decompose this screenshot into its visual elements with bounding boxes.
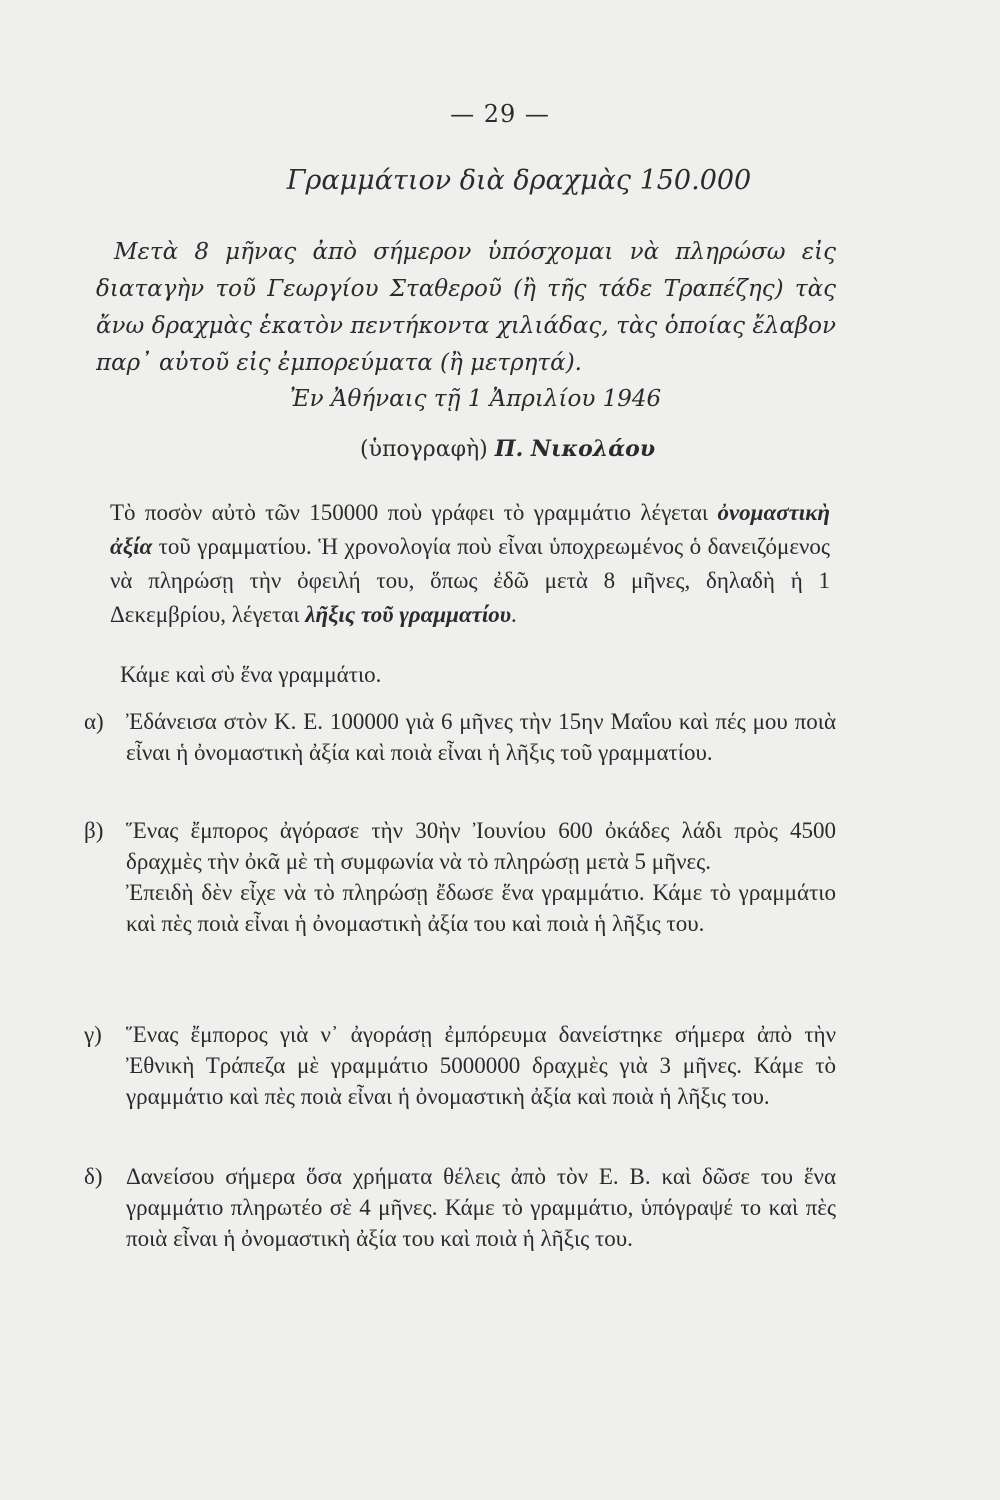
note-place-date: Ἐν Ἀθήναις τῇ 1 Ἀπριλίου 1946	[290, 386, 662, 412]
explanation-paragraph	[110, 496, 830, 632]
exercise-text: Ἕνας ἔμπορος γιὰ ν᾽ ἀγοράσῃ ἐμπόρευμα δανείστηκε σήμερα ἀπὸ τὴν Ἐθνικὴ Τράπεζα μὲ γραμμάτιο 5000000 δραχμὲς γιὰ 3 μῆνες. Κάμε τὸ γραμμάτιο καὶ πὲς ποιὰ εἶναι ἡ ὀνομαστικὴ ἀξία καὶ ποιὰ ἡ λῆξις του.	[126, 1022, 836, 1109]
exercise-b	[84, 815, 836, 939]
exercise-text: Δανείσου σήμερα ὅσα χρήματα θέλεις ἀπὸ τὸν Ε. Β. καὶ δῶσε του ἕνα γραμμάτιο πληρωτέο σὲ 4 μῆνες. Κάμε τὸ γραμμάτιο, ὑπόγραψέ το καὶ πὲς ποιὰ εἶναι ἡ ὀνομαστικὴ ἀξία του καὶ ποιὰ ἡ λῆξις του.	[126, 1164, 836, 1251]
exercise-intro: Κάμε καὶ σὺ ἕνα γραμμάτιο.	[120, 662, 382, 687]
exercise-marker: δ)	[84, 1164, 103, 1189]
explanation-part-1: Τὸ ποσὸν αὐτὸ τῶν 150000 ποὺ γράφει τὸ γραμμάτιο λέγεται	[110, 500, 718, 525]
signature-name: Π. Νικολάου	[494, 436, 656, 462]
exercise-c	[84, 1019, 836, 1112]
exercise-text: Ἐδάνεισα στὸν Κ. Ε. 100000 γιὰ 6 μῆνες τὴν 15ην Μαΐου καὶ πές μου ποιὰ εἶναι ἡ ὀνομαστικὴ ἀξία καὶ ποιὰ εἶναι ἡ λῆξις τοῦ γραμματίου.	[126, 709, 836, 765]
page-number: — 29 —	[450, 100, 550, 128]
signature-label: (ὑπογραφὴ)	[360, 437, 488, 462]
exercise-d	[84, 1161, 836, 1254]
note-signature	[360, 436, 820, 462]
term-nominal-value: ὀνομαστικὴ ἀξία	[110, 500, 830, 559]
explanation-part-2: τοῦ γραμματίου. Ἡ χρονολογία ποὺ εἶναι ὑποχρεωμένος ὁ δανειζόμενος νὰ πληρώσῃ τὴν ὀφειλή του, ὅπως ἐδῶ μετὰ 8 μῆνες, δηλαδὴ ἡ 1 Δεκεμβρίου, λέγεται	[110, 534, 830, 627]
exercise-marker: β)	[84, 818, 104, 843]
term-maturity: λῆξις τοῦ γραμματίου	[305, 602, 512, 627]
exercise-text: Ἕνας ἔμπορος ἀγόρασε τὴν 30ὴν Ἰουνίου 600 ὀκάδες λάδι πρὸς 4500 δραχμὲς τὴν ὀκᾶ μὲ τὴ συμφωνία νὰ τὸ πληρώσῃ μετὰ 5 μῆνες.	[126, 818, 836, 874]
exercise-marker: γ)	[84, 1022, 102, 1047]
exercise-marker: α)	[84, 709, 104, 734]
exercise-a	[84, 706, 836, 768]
note-title: Γραμμάτιον διὰ δραχμὰς 150.000	[286, 165, 752, 196]
exercise-text-continued: Ἐπειδὴ δὲν εἶχε νὰ τὸ πληρώσῃ ἔδωσε ἕνα γραμμάτιο. Κάμε τὸ γραμμάτιο καὶ πὲς ποιὰ εἶναι ἡ ὀνομαστικὴ ἀξία του καὶ ποιὰ ἡ λῆξις του.	[126, 880, 836, 936]
note-body: Μετὰ 8 μῆνας ἀπὸ σήμερον ὑπόσχομαι νὰ πληρώσω εἰς διαταγὴν τοῦ Γεωργίου Σταθεροῦ (ἢ τῆς τάδε Τραπέζης) τὰς ἄνω δραχμὰς ἑκατὸν πεντήκοντα χιλιάδας, τὰς ὁποίας ἔλαβον παρ᾽ αὐτοῦ εἰς ἐμπορεύματα (ἢ μετρητά).	[96, 239, 836, 376]
explanation-part-3: .	[511, 602, 517, 627]
